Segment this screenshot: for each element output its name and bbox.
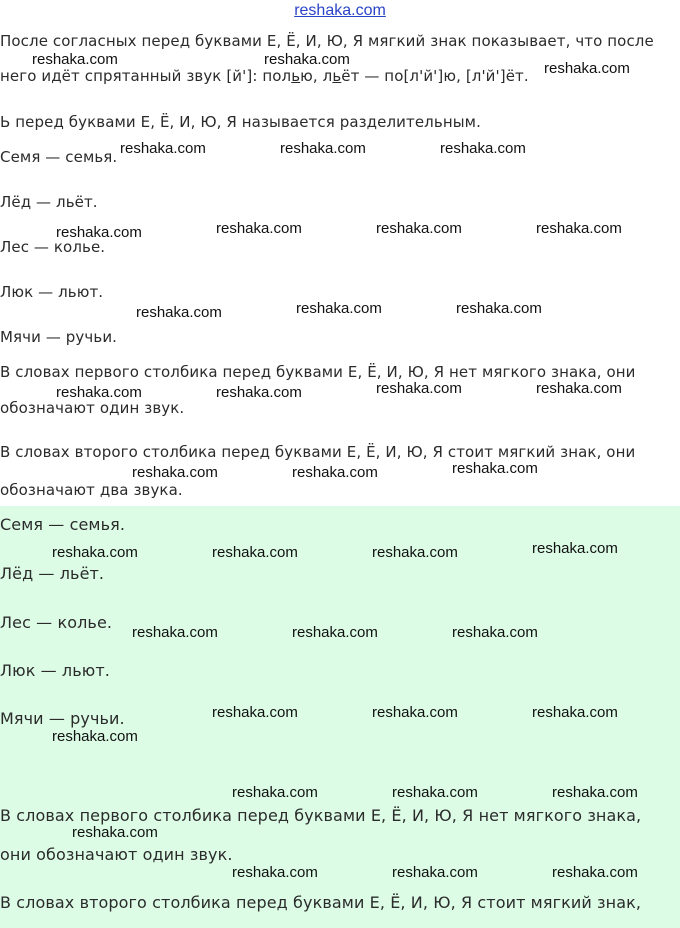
watermark: reshaka.com	[532, 540, 618, 557]
watermark: reshaka.com	[264, 51, 350, 68]
watermark: reshaka.com	[452, 624, 538, 641]
watermark: reshaka.com	[232, 864, 318, 881]
watermark: reshaka.com	[132, 624, 218, 641]
watermark: reshaka.com	[72, 824, 158, 841]
watermark: reshaka.com	[56, 384, 142, 401]
watermark: reshaka.com	[376, 220, 462, 237]
watermark: reshaka.com	[232, 784, 318, 801]
conclusion2-line1: В словах второго столбика перед буквами Е, Ё, И, Ю, Я стоит мягкий знак, они	[0, 443, 636, 461]
answer-pair-3: Лес — колье.	[0, 613, 113, 632]
watermark: reshaka.com	[536, 380, 622, 397]
watermark: reshaka.com	[136, 304, 222, 321]
rule1-line2-part-e: ёт — по[л'й']ю, [л'й']ёт.	[341, 67, 529, 85]
conclusion2-line2: обозначают два звука.	[0, 481, 183, 499]
watermark: reshaka.com	[544, 60, 630, 77]
pair-2: Лёд — льёт.	[0, 193, 98, 211]
site-link[interactable]: reshaka.com	[294, 2, 386, 19]
watermark: reshaka.com	[52, 544, 138, 561]
answer-conclusion1-line2: они обозначают один звук.	[0, 845, 233, 864]
answer-pair-5: Мячи — ручьи.	[0, 709, 125, 728]
watermark: reshaka.com	[532, 704, 618, 721]
watermark: reshaka.com	[120, 140, 206, 157]
watermark: reshaka.com	[372, 544, 458, 561]
watermark: reshaka.com	[376, 380, 462, 397]
rule2: Ь перед буквами Е, Ё, И, Ю, Я называется разделительным.	[0, 113, 481, 131]
watermark: reshaka.com	[32, 51, 118, 68]
rule1-line1: После согласных перед буквами Е, Ё, И, Ю, Я мягкий знак показывает, что после	[0, 32, 654, 50]
watermark: reshaka.com	[212, 544, 298, 561]
pair-4: Люк — льют.	[0, 283, 104, 301]
rule1-line2-part-c: ю, л	[300, 67, 333, 85]
watermark: reshaka.com	[216, 384, 302, 401]
answer-pair-1: Семя — семья.	[0, 515, 126, 534]
watermark: reshaka.com	[392, 784, 478, 801]
answer-conclusion2-line1: В словах второго столбика перед буквами Е, Ё, И, Ю, Я стоит мягкий знак,	[0, 893, 642, 912]
watermark: reshaka.com	[280, 140, 366, 157]
watermark: reshaka.com	[536, 220, 622, 237]
rule1-line2	[0, 66, 529, 86]
answer-pair-2: Лёд — льёт.	[0, 564, 105, 583]
conclusion1-line1: В словах первого столбика перед буквами Е, Ё, И, Ю, Я нет мягкого знака, они	[0, 363, 636, 381]
soft-sign-underlined-2: ь	[332, 67, 342, 85]
answer-conclusion1-line1: В словах первого столбика перед буквами Е, Ё, И, Ю, Я нет мягкого знака,	[0, 806, 642, 825]
watermark: reshaka.com	[216, 220, 302, 237]
watermark: reshaka.com	[56, 224, 142, 241]
watermark: reshaka.com	[296, 300, 382, 317]
watermark: reshaka.com	[456, 300, 542, 317]
watermark: reshaka.com	[452, 460, 538, 477]
watermark: reshaka.com	[552, 864, 638, 881]
watermark: reshaka.com	[292, 464, 378, 481]
watermark: reshaka.com	[392, 864, 478, 881]
pair-1: Семя — семья.	[0, 148, 118, 166]
rule1-line2-part-a: него идёт спрятанный звук [й']: пол	[0, 67, 292, 85]
soft-sign-underlined-1: ь	[291, 67, 301, 85]
answer-pair-4: Люк — льют.	[0, 661, 110, 680]
pair-3: Лес — колье.	[0, 238, 106, 256]
conclusion1-line2: обозначают один звук.	[0, 399, 185, 417]
watermark: reshaka.com	[132, 464, 218, 481]
pair-5: Мячи — ручьи.	[0, 328, 118, 346]
watermark: reshaka.com	[292, 624, 378, 641]
watermark: reshaka.com	[212, 704, 298, 721]
watermark: reshaka.com	[372, 704, 458, 721]
watermark: reshaka.com	[440, 140, 526, 157]
watermark: reshaka.com	[52, 728, 138, 745]
watermark: reshaka.com	[552, 784, 638, 801]
